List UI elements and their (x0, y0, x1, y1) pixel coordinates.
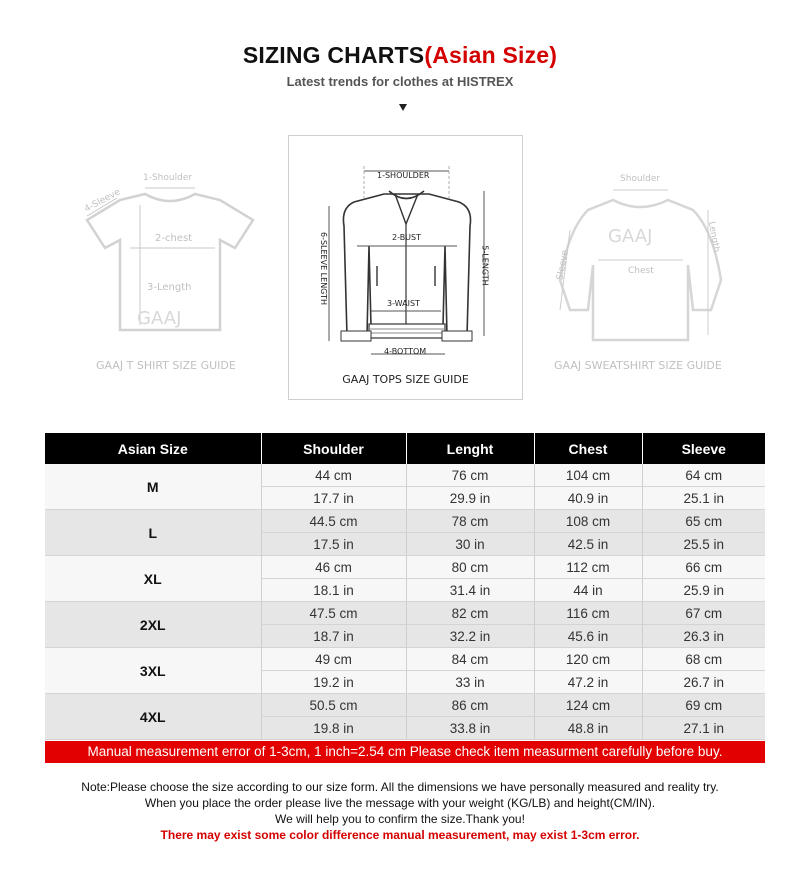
sweatshirt-sleeve-label: Sleeve (555, 249, 571, 281)
header-shoulder: Shoulder (261, 433, 406, 464)
inch-value-cell: 44 in (534, 579, 642, 602)
cm-value-cell: 67 cm (642, 602, 765, 625)
inch-value-cell: 26.7 in (642, 671, 765, 694)
tops-waist-label: 3-WAIST (387, 299, 420, 308)
tops-guide-caption: GAAJ TOPS SIZE GUIDE (342, 373, 469, 386)
cm-value-cell: 78 cm (406, 510, 534, 533)
tshirt-guide-caption: GAAJ T SHIRT SIZE GUIDE (96, 359, 236, 372)
inch-value-cell: 25.5 in (642, 533, 765, 556)
table-row (45, 648, 765, 671)
cm-value-cell: 112 cm (534, 556, 642, 579)
tshirt-sleeve-label: 4-Sleeve (82, 187, 123, 215)
table-row (45, 510, 765, 533)
size-label: 2XL (45, 602, 261, 648)
sweatshirt-guide (548, 170, 733, 350)
inch-value-cell: 30 in (406, 533, 534, 556)
table-header-row (45, 433, 765, 464)
notes (0, 779, 800, 843)
inch-value-cell: 17.7 in (261, 487, 406, 510)
tops-sleeve-label: 6-SLEEVE LENGTH (319, 231, 329, 306)
cm-value-cell: 86 cm (406, 694, 534, 717)
inch-value-cell: 29.9 in (406, 487, 534, 510)
size-label: XL (45, 556, 261, 602)
sweatshirt-icon (548, 170, 733, 350)
cm-value-cell: 120 cm (534, 648, 642, 671)
tops-guide (288, 135, 523, 400)
cm-value-cell: 104 cm (534, 464, 642, 487)
measurement-warning-bar: Manual measurement error of 1-3cm, 1 inch=2.54 cm Please check item measurment carefully before buy. (45, 741, 765, 763)
note-line-2: When you place the order please live the message with your weight (KG/LB) and height(CM/IN). (144, 796, 656, 810)
cm-value-cell: 82 cm (406, 602, 534, 625)
header-sleeve: Sleeve (642, 433, 765, 464)
cm-value-cell: 64 cm (642, 464, 765, 487)
inch-value-cell: 27.1 in (642, 717, 765, 740)
tops-length-label: 5-LENGTH (480, 245, 490, 286)
cm-value-cell: 46 cm (261, 556, 406, 579)
cm-value-cell: 66 cm (642, 556, 765, 579)
header-length: Lenght (406, 433, 534, 464)
inch-value-cell: 42.5 in (534, 533, 642, 556)
inch-value-cell: 33.8 in (406, 717, 534, 740)
table-row (45, 464, 765, 487)
cm-value-cell: 44 cm (261, 464, 406, 487)
inch-value-cell: 18.7 in (261, 625, 406, 648)
cm-value-cell: 68 cm (642, 648, 765, 671)
inch-value-cell: 19.2 in (261, 671, 406, 694)
sweatshirt-brand-label: GAAJ (608, 226, 653, 247)
inch-value-cell: 33 in (406, 671, 534, 694)
tops-bottom-label: 4-BOTTOM (384, 347, 427, 356)
tshirt-length-label: 3-Length (147, 282, 192, 293)
inch-value-cell: 47.2 in (534, 671, 642, 694)
page-title (0, 42, 800, 69)
inch-value-cell: 17.5 in (261, 533, 406, 556)
cm-value-cell: 76 cm (406, 464, 534, 487)
size-label: 4XL (45, 694, 261, 740)
tshirt-guide (75, 160, 265, 340)
title-main: SIZING CHARTS (242, 42, 425, 68)
cm-value-cell: 65 cm (642, 510, 765, 533)
cm-value-cell: 49 cm (261, 648, 406, 671)
size-label: L (45, 510, 261, 556)
note-line-3: We will help you to confirm the size.Thank you! (275, 812, 525, 826)
inch-value-cell: 25.9 in (642, 579, 765, 602)
inch-value-cell: 19.8 in (261, 717, 406, 740)
cm-value-cell: 124 cm (534, 694, 642, 717)
size-label: M (45, 464, 261, 510)
sweatshirt-guide-caption: GAAJ SWEATSHIRT SIZE GUIDE (554, 359, 722, 372)
note-line-1: Note:Please choose the size according to our size form. All the dimensions we have personally measured and reality try. (81, 780, 719, 794)
sweatshirt-chest-label: Chest (628, 266, 654, 276)
cm-value-cell: 80 cm (406, 556, 534, 579)
inch-value-cell: 25.1 in (642, 487, 765, 510)
size-table (45, 433, 765, 740)
tops-shoulder-label: 1-SHOULDER (377, 171, 430, 180)
cm-value-cell: 108 cm (534, 510, 642, 533)
tshirt-chest-label: 2-chest (155, 233, 193, 244)
header-asian-size: Asian Size (45, 433, 261, 464)
sweatshirt-shoulder-label: Shoulder (620, 174, 661, 184)
cm-value-cell: 84 cm (406, 648, 534, 671)
table-row (45, 602, 765, 625)
cm-value-cell: 50.5 cm (261, 694, 406, 717)
title-highlight: (Asian Size) (424, 42, 558, 68)
inch-value-cell: 32.2 in (406, 625, 534, 648)
note-line-4-warning: There may exist some color difference manual measurement, may exist 1-3cm error. (160, 828, 640, 842)
page-subtitle: Latest trends for clothes at HISTREX (286, 74, 514, 89)
cm-value-cell: 116 cm (534, 602, 642, 625)
header-chest: Chest (534, 433, 642, 464)
table-row (45, 694, 765, 717)
inch-value-cell: 48.8 in (534, 717, 642, 740)
tops-bust-label: 2-BUST (392, 233, 421, 242)
inch-value-cell: 18.1 in (261, 579, 406, 602)
inch-value-cell: 40.9 in (534, 487, 642, 510)
inch-value-cell: 45.6 in (534, 625, 642, 648)
cm-value-cell: 47.5 cm (261, 602, 406, 625)
inch-value-cell: 26.3 in (642, 625, 765, 648)
table-row (45, 556, 765, 579)
tshirt-shoulder-label: 1-Shoulder (143, 173, 193, 183)
inch-value-cell: 31.4 in (406, 579, 534, 602)
arrow-down-icon (399, 104, 407, 111)
tshirt-brand-label: GAAJ (137, 308, 182, 329)
sweatshirt-length-label: Length (705, 220, 722, 254)
cm-value-cell: 44.5 cm (261, 510, 406, 533)
cm-value-cell: 69 cm (642, 694, 765, 717)
size-label: 3XL (45, 648, 261, 694)
